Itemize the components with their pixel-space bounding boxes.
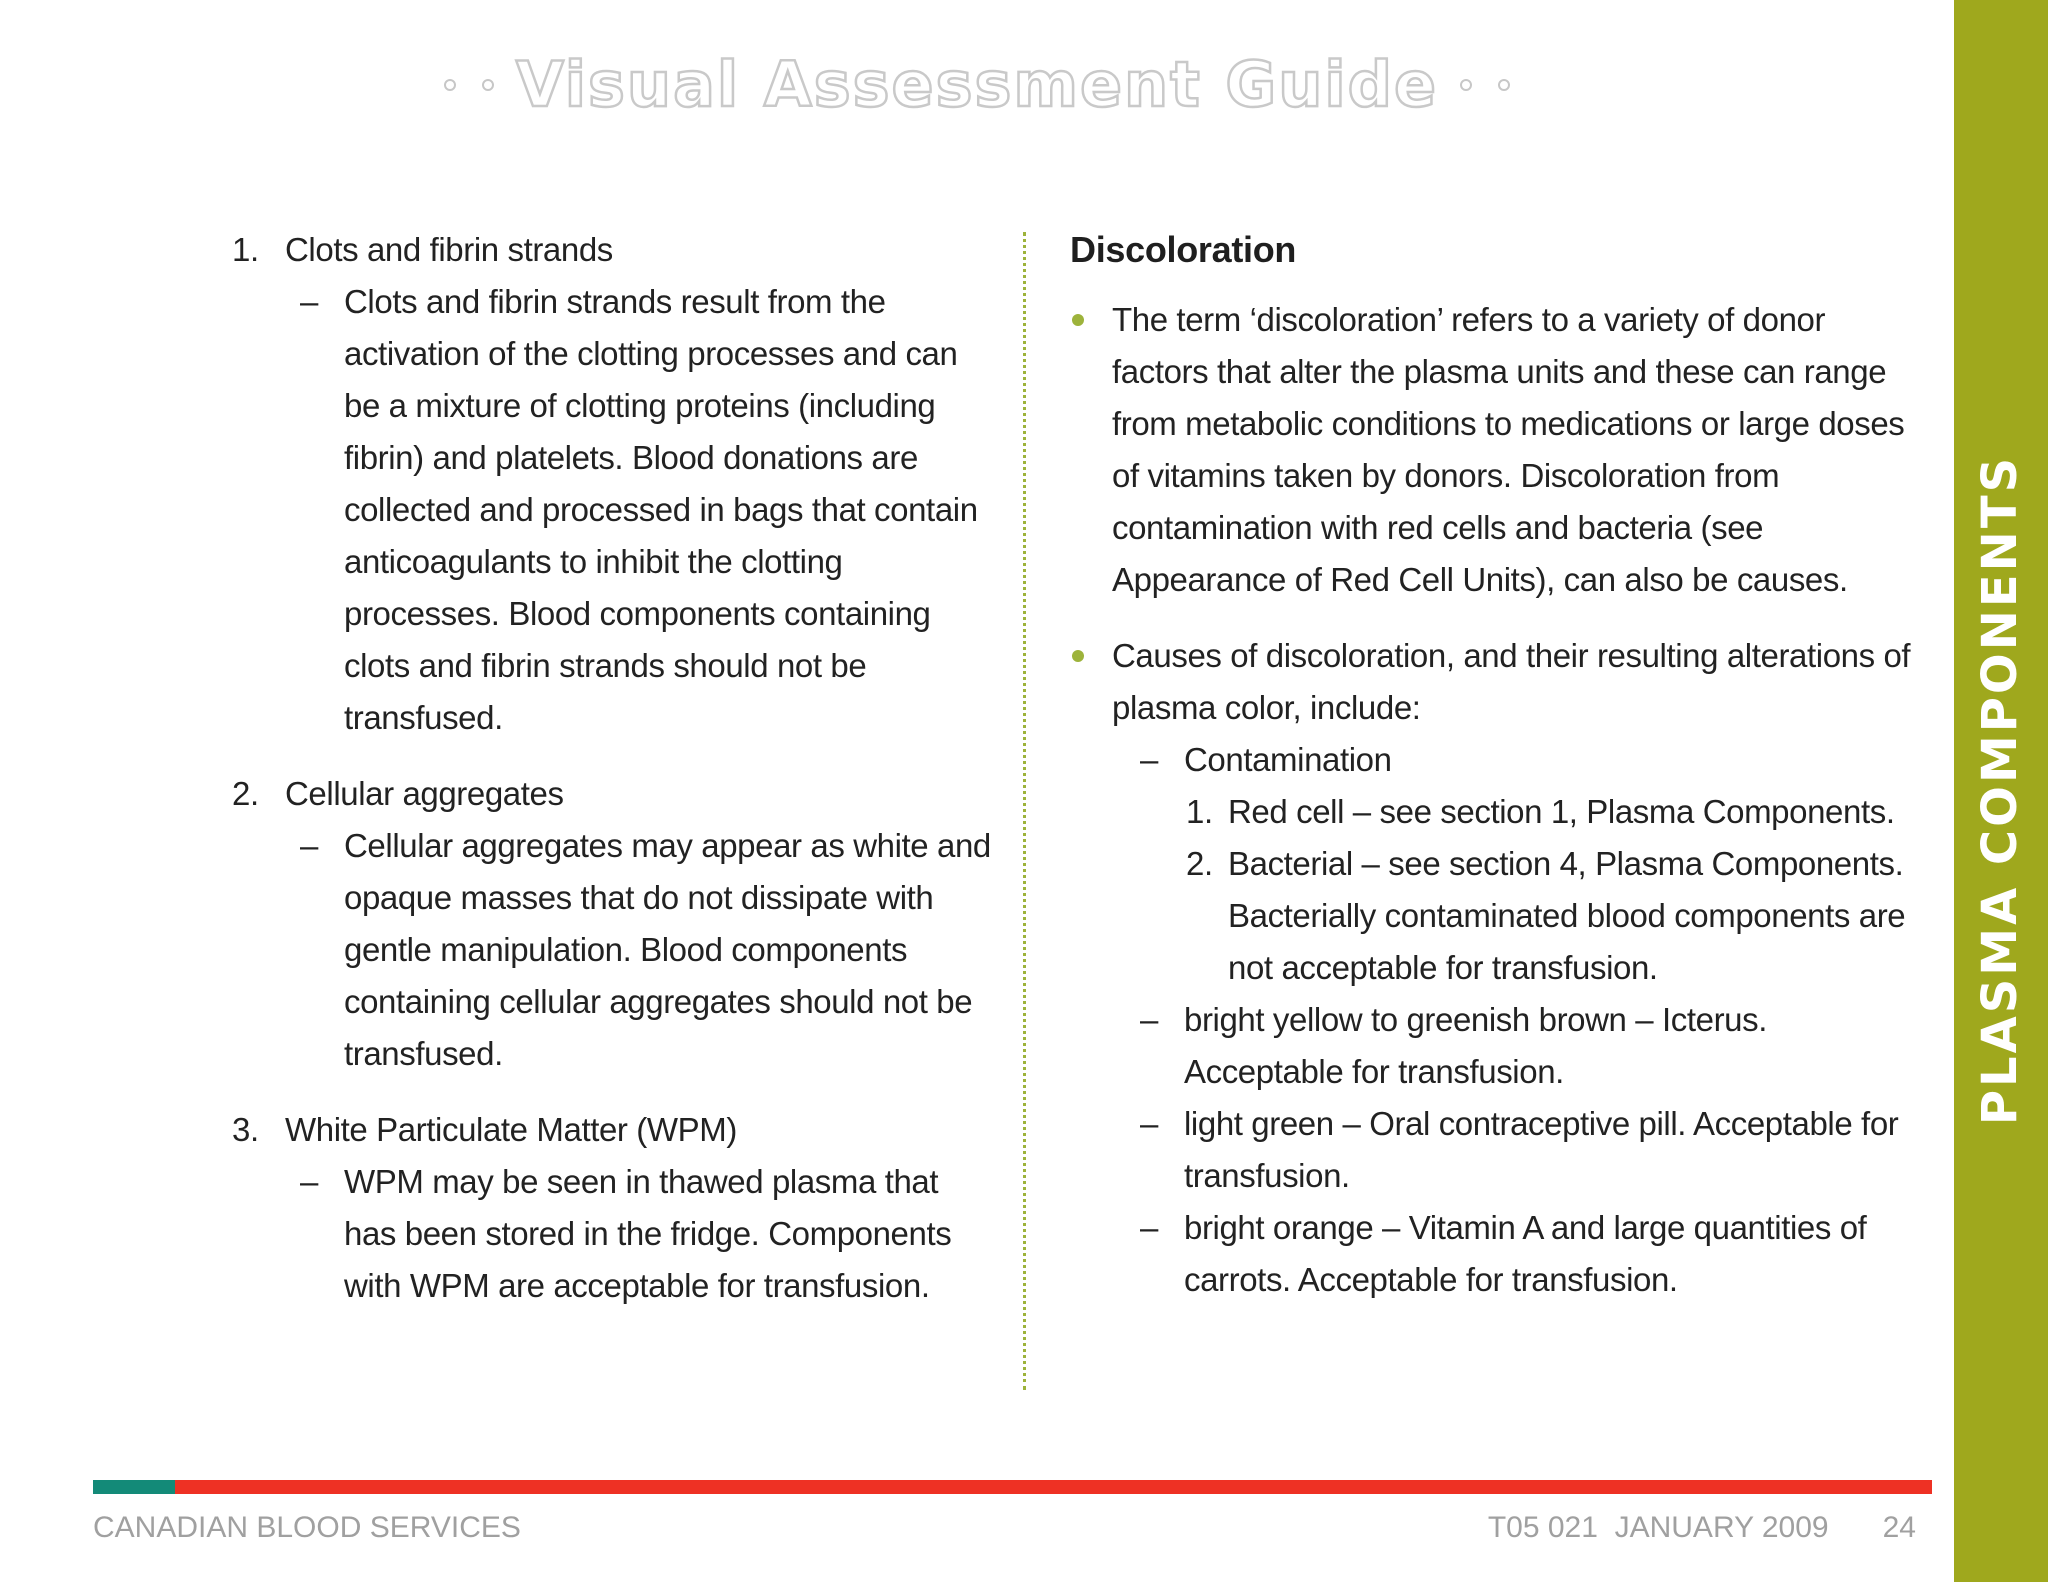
- bullet-item: [1070, 294, 1930, 606]
- list-item: [232, 1104, 992, 1156]
- item-detail: [300, 276, 992, 744]
- right-column: [1070, 224, 1930, 1306]
- sidebar-section-label: PLASMA COMPONENTS: [1972, 454, 2028, 1126]
- header-dots-left: [444, 79, 494, 91]
- item-number: 2.: [1186, 845, 1213, 882]
- dash-marker: –: [300, 283, 318, 320]
- cause-text: light green – Oral contraceptive pill. Acceptable for transfusion.: [1184, 1105, 1899, 1194]
- cause-text: bright yellow to greenish brown – Icterus. Acceptable for transfusion.: [1184, 1001, 1768, 1090]
- dash-marker: –: [300, 827, 318, 864]
- decorative-circle-icon: [482, 79, 494, 91]
- left-column: [232, 224, 992, 1312]
- bullet-item: [1070, 630, 1930, 734]
- item-detail-text: Cellular aggregates may appear as white and opaque masses that do not dissipate with gentle manipulation. Blood components containing cellular aggregates should not be transfused.: [344, 827, 991, 1072]
- footer-page-number: 24: [1882, 1511, 1916, 1544]
- item-number: 1.: [1186, 793, 1213, 830]
- bullet-text: The term ‘discoloration’ refers to a variety of donor factors that alter the plasma units and these can range from metabolic conditions to medications or large doses of vitamins taken by donors. Discoloration from contamination with red cells and bacteria (see Appearance of Red Cell Units), can also be causes.: [1112, 301, 1905, 598]
- item-title: White Particulate Matter (WPM): [285, 1111, 737, 1148]
- item-number: 3.: [232, 1111, 259, 1148]
- cause-item: [1140, 1098, 1930, 1202]
- column-divider: [1023, 232, 1026, 1390]
- contamination-item: [1186, 838, 1930, 994]
- list-item: [232, 768, 992, 820]
- footer-document-code: T05 021 JANUARY 2009: [1487, 1511, 1829, 1544]
- item-number: 1.: [232, 231, 259, 268]
- dash-marker: –: [300, 1163, 318, 1200]
- contamination-text: Bacterial – see section 4, Plasma Components. Bacterially contaminated blood components are not acceptable for transfusion.: [1228, 845, 1906, 986]
- item-title: Clots and fibrin strands: [285, 231, 613, 268]
- contamination-text: Red cell – see section 1, Plasma Components.: [1228, 793, 1895, 830]
- footer-bar-teal: [93, 1480, 175, 1494]
- bullet-dot-icon: [1070, 294, 1112, 606]
- bullet-text: Causes of discoloration, and their resulting alterations of plasma color, include:: [1112, 637, 1911, 726]
- dash-marker: –: [1140, 1001, 1158, 1038]
- item-number: 2.: [232, 775, 259, 812]
- item-detail: [300, 820, 992, 1080]
- bullet-dot-icon: [1070, 630, 1112, 734]
- footer-bar-red: [175, 1480, 1932, 1494]
- item-detail-text: Clots and fibrin strands result from the activation of the clotting processes and can be a mixture of clotting proteins (including fibrin) and platelets. Blood donations are collected and processed in bags that contain anticoagulants to inhibit the clotting processes. Blood components containing clots and fibrin strands should not be transfused.: [344, 283, 978, 736]
- dash-marker: –: [1140, 741, 1158, 778]
- cause-item: [1140, 734, 1930, 786]
- cause-text: bright orange – Vitamin A and large quantities of carrots. Acceptable for transfusion.: [1184, 1209, 1867, 1298]
- cause-item: [1140, 1202, 1930, 1306]
- dash-marker: –: [1140, 1105, 1158, 1142]
- page-header: [0, 40, 1954, 130]
- decorative-circle-icon: [1498, 79, 1510, 91]
- footer-color-bar: [93, 1480, 1932, 1494]
- item-detail-text: WPM may be seen in thawed plasma that has been stored in the fridge. Components with WPM are acceptable for transfusion.: [344, 1163, 952, 1304]
- footer-right: [1488, 1510, 1916, 1546]
- item-detail: [300, 1156, 992, 1312]
- list-item: [232, 224, 992, 276]
- dash-marker: –: [1140, 1209, 1158, 1246]
- page-title: Visual Assessment Guide: [515, 48, 1439, 121]
- item-title: Cellular aggregates: [285, 775, 564, 812]
- decorative-circle-icon: [1460, 79, 1472, 91]
- cause-text: Contamination: [1184, 741, 1392, 778]
- header-dots-right: [1460, 79, 1510, 91]
- decorative-circle-icon: [444, 79, 456, 91]
- section-title: Discoloration: [1070, 229, 1297, 270]
- footer-organization: CANADIAN BLOOD SERVICES: [93, 1511, 521, 1544]
- cause-item: [1140, 994, 1930, 1098]
- contamination-item: [1186, 786, 1930, 838]
